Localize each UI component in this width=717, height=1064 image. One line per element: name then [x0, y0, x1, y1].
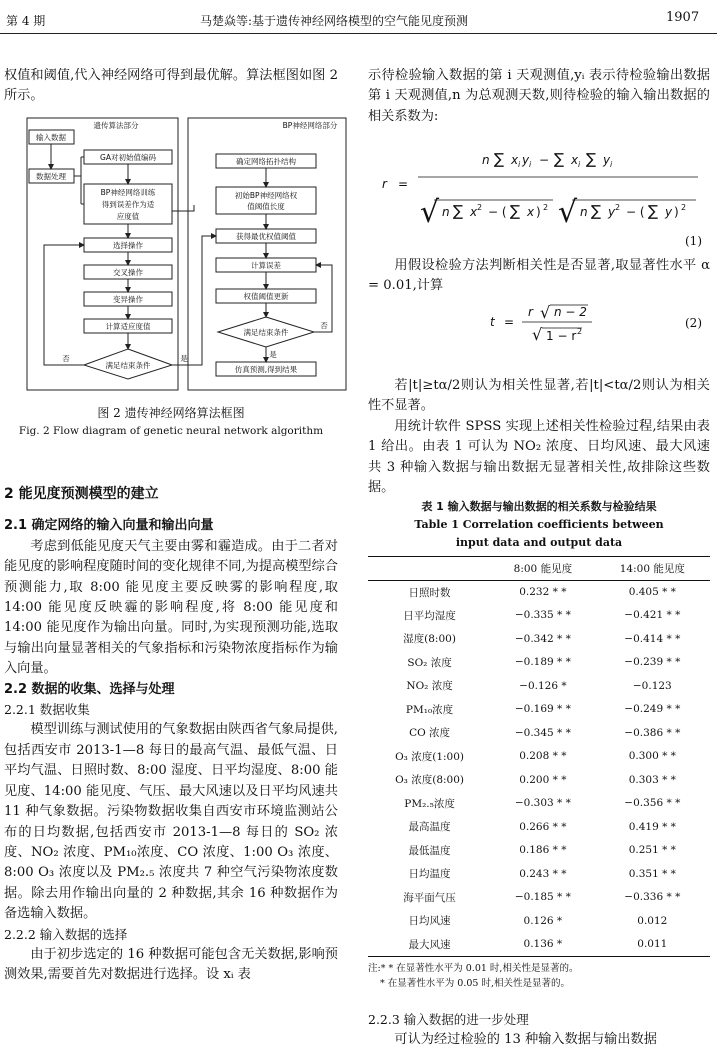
svg-text:x: x: [511, 153, 519, 167]
correlation-intro: 示待检验输入数据的第 i 天观测值,yᵢ 表示待检验输出数据第 i 天观测值,n 为总观测天数,则待检验的输入输出数据的相关系数为:: [368, 68, 710, 124]
svg-text:−: −: [539, 153, 550, 167]
svg-text:): ): [536, 205, 541, 219]
svg-text:=: =: [504, 315, 515, 329]
table-row: [368, 768, 710, 792]
table-row-label: 日均温度: [408, 868, 451, 881]
running-title: 马楚焱等:基于遗传神经网络模型的空气能见度预测: [200, 14, 469, 28]
table-note-2: * 在显著性水平为 0.05 时,相关性是显著的。: [380, 977, 570, 989]
table-cell: −0.185 * *: [514, 891, 571, 904]
end-cond-label-left: 满足结束条件: [105, 361, 151, 370]
svg-text:∑: ∑: [510, 202, 521, 220]
table-row-label: 最大风速: [408, 938, 451, 951]
init-weights-label-1: 初始BP神经网络权: [234, 191, 298, 200]
svg-text:n: n: [442, 205, 450, 219]
section-2-2-3-heading: 2.2.3 输入数据的进一步处理: [368, 1012, 529, 1027]
table-cell: −0.342 * *: [514, 632, 571, 645]
table-cell: −0.386 * *: [624, 726, 681, 739]
table-cell: −0.414 * *: [624, 632, 681, 645]
no-label-right: 否: [320, 321, 328, 330]
mutate-label: 变异操作: [113, 295, 143, 304]
right-bottom-text: [368, 1010, 710, 1051]
svg-text:n: n: [482, 153, 490, 167]
table-header-col1: 8:00 能见度: [513, 562, 573, 575]
table-cell: −0.123: [632, 679, 672, 692]
svg-text:y: y: [665, 205, 673, 219]
svg-text:y: y: [522, 153, 530, 167]
table-row-label: NO₂ 浓度: [406, 680, 453, 693]
right-top-text: [368, 66, 710, 127]
table-title-en-2: input data and output data: [455, 536, 623, 549]
table-row-label: O₃ 浓度(8:00): [395, 774, 465, 787]
section-2-2-1-text: 模型训练与测试使用的气象数据由陕西省气象局提供,包括西安市 2013-1—8 每日的最高气温、最低气温、日平均气温、日照时数、8:00 湿度、日平均湿度、8:00 能见度、14:00 能见度、气压、最大风速以及日平均风速共 11 种气象数据。污染物数据收集自西安市环境监测站公布的日均数据,包括西安市 2013-1—8 每日的 SO₂ 浓度、NO₂ 浓度、PM₁₀浓度、CO 浓度、1:00 O₃ 浓度、8:00 O₃ 浓度以及 PM₂.₅ 浓度共 7 种空气污染物浓度数据。除去用作输出向量的 2 种数据,其余 16 种数据作为备选输入数据。: [4, 722, 338, 922]
svg-text:i: i: [578, 160, 581, 169]
svg-text:√: √: [532, 325, 543, 344]
svg-text:− (: − (: [626, 205, 645, 219]
ga-init-label: GA对初始值编码: [100, 153, 156, 162]
table-cell: 0.243 * *: [519, 867, 567, 880]
table-cell: −0.336 * *: [624, 891, 681, 904]
equation-2: [368, 300, 710, 348]
input-data-label: 输入数据: [36, 133, 66, 142]
svg-text:∑: ∑: [554, 150, 565, 168]
svg-text:√: √: [540, 303, 551, 322]
svg-text:2: 2: [615, 203, 621, 212]
bp-train-label-3: 应度值: [116, 212, 140, 221]
table-row-label: SO₂ 浓度: [407, 656, 452, 669]
right-cond-text: [368, 376, 710, 498]
section-2-heading: 2 能见度预测模型的建立: [4, 486, 159, 502]
best-weights-label: 获得最优权值阈值: [236, 232, 296, 241]
svg-text:x: x: [571, 153, 579, 167]
table-row-label: PM₁₀浓度: [405, 703, 454, 716]
table-cell: −0.356 * *: [624, 797, 681, 810]
figure-caption: [4, 404, 338, 440]
table-cell: 0.300 * *: [628, 750, 676, 763]
bp-title: BP神经网络部分: [282, 121, 338, 130]
table-cell: 0.266 * *: [519, 820, 567, 833]
table-row: [368, 862, 710, 886]
fig-caption-cn: 图 2 遗传神经网络算法框图: [97, 406, 245, 420]
fitness-label: 计算适应度值: [105, 322, 151, 331]
hypothesis-text: 用假设检验方法判断相关性是否显著,取显著性水平 α = 0.01,计算: [368, 258, 710, 294]
sim-label: 仿真预测,得到结果: [234, 365, 298, 374]
table-row-label: 最高温度: [408, 821, 451, 834]
page-number: 1907: [666, 10, 700, 25]
table-header-blank: [368, 557, 491, 581]
calc-error-label: 计算误差: [251, 261, 281, 270]
left-body: [4, 484, 338, 986]
table-row: [368, 909, 710, 933]
svg-text:∑: ∑: [453, 202, 464, 220]
svg-text:r: r: [382, 177, 387, 191]
table-row: [368, 745, 710, 769]
cross-label: 交叉操作: [113, 268, 143, 277]
svg-text:√: √: [420, 195, 440, 230]
svg-text:∑: ∑: [586, 150, 597, 168]
table-row-label: 海平面气压: [403, 891, 456, 904]
table-cell: 0.419 * *: [628, 820, 676, 833]
equation-2-formula: [368, 300, 628, 348]
table-row: [368, 839, 710, 863]
section-2-1-text: 考虑到低能见度天气主要由雾和霾造成。由于二者对能见度的影响程度随时间的变化规律不同,为提高模型综合预测能力,取 8:00 能见度主要反映雾的影响程度,取 14:00 能见度反映霾的影响程度,将 8:00 能见度和 14:00 能见度作为输出向量。同时,为实现预测功能,选取与输出向量显著相关的气象指标和污染物浓度指标作为输入向量。: [4, 538, 338, 677]
table-header-col2: 14:00 能见度: [619, 562, 685, 575]
table-row: [368, 886, 710, 910]
table-cell: −0.126 *: [519, 679, 567, 692]
select-label: 选择操作: [113, 241, 143, 250]
table-cell: −0.303 * *: [514, 797, 571, 810]
svg-text:i: i: [610, 160, 613, 169]
svg-text:1 − r: 1 − r: [546, 329, 577, 343]
svg-text:r: r: [528, 305, 533, 319]
table-row: [368, 674, 710, 698]
table-row: [368, 933, 710, 957]
issue-number: 第 4 期: [6, 14, 46, 28]
table-cell: 0.186 * *: [519, 844, 567, 857]
table-cell: −0.249 * *: [624, 703, 681, 716]
table-cell: 0.251 * *: [628, 844, 676, 857]
svg-text:=: =: [398, 177, 409, 191]
table-row-label: PM₂.₅浓度: [404, 797, 455, 810]
table-cell: 0.303 * *: [628, 773, 676, 786]
table-row-label: 日均风速: [408, 915, 451, 928]
ga-title: 遗传算法部分: [93, 121, 139, 130]
table-note-1: 注:* * 在显著性水平为 0.01 时,相关性是显著的。: [368, 962, 579, 974]
svg-text:∑: ∑: [494, 150, 505, 168]
svg-text:x: x: [527, 205, 535, 219]
yes-label-right: 是: [269, 350, 277, 359]
fig-caption-en: Fig. 2 Flow diagram of genetic neural network algorithm: [18, 425, 324, 437]
table-row: [368, 627, 710, 651]
table-1-block: [368, 498, 710, 991]
page-header: [0, 0, 717, 34]
table-row: [368, 580, 710, 604]
end-cond-label-right: 满足结束条件: [243, 328, 289, 337]
svg-text:y: y: [608, 205, 616, 219]
table-row: [368, 815, 710, 839]
data-process-label: 数据处理: [36, 172, 66, 181]
table-cell: −0.239 * *: [624, 656, 681, 669]
intro-paragraph: 权值和阈值,代入神经网络可得到最优解。算法框图如图 2 所示。: [4, 68, 338, 104]
table-cell: 0.011: [637, 938, 668, 950]
correlation-table: [368, 556, 710, 957]
table-cell: 0.126 *: [523, 914, 563, 927]
table-row-label: 日照时数: [408, 586, 451, 599]
bp-train-label-2: 得到误差作为适: [101, 200, 155, 209]
table-title-cn: 表 1 输入数据与输出数据的相关系数与检验结果: [421, 500, 657, 513]
section-2-1-heading: 2.1 确定网络的输入向量和输出向量: [4, 518, 214, 534]
table-row-label: 湿度(8:00): [403, 633, 456, 646]
table-cell: 0.200 * *: [519, 773, 567, 786]
yes-label-left: 是: [180, 354, 188, 363]
svg-text:2: 2: [681, 203, 687, 212]
table-row-label: CO 浓度: [409, 727, 451, 740]
table-row: [368, 721, 710, 745]
svg-text:t: t: [490, 315, 495, 329]
table-cell: 0.136 *: [523, 938, 563, 950]
init-weights-label-2: 值阈值长度: [247, 202, 285, 211]
table-cell: 0.351 * *: [628, 867, 676, 880]
section-2-2-3-text: 可认为经过检验的 13 种输入数据与输出数据: [394, 1032, 657, 1048]
table-row-label: 最低温度: [408, 844, 451, 857]
table-title-en-1: Table 1 Correlation coefficients between: [414, 518, 664, 531]
section-2-2-1-heading: 2.2.1 数据收集: [4, 702, 90, 718]
svg-text:2: 2: [577, 327, 583, 336]
table-row: [368, 698, 710, 722]
svg-text:): ): [674, 205, 679, 219]
table-row-label: O₃ 浓度(1:00): [395, 750, 465, 763]
svg-text:y: y: [603, 153, 611, 167]
table-cell: 0.405 * *: [628, 586, 676, 598]
svg-text:∑: ∑: [648, 202, 659, 220]
table-row: [368, 604, 710, 628]
table-cell: −0.335 * *: [514, 609, 571, 622]
significance-rule: 若|t|≥tα/2则认为相关性显著,若|t|<tα/2则认为相关性不显著。: [368, 378, 710, 414]
section-2-2-2-heading: 2.2.2 输入数据的选择: [4, 926, 128, 942]
equation-2-number: (2): [685, 316, 702, 330]
equation-1-number: (1): [685, 234, 702, 248]
table-cell: −0.345 * *: [514, 726, 571, 739]
svg-text:x: x: [470, 205, 478, 219]
svg-text:− (: − (: [488, 205, 507, 219]
svg-text:n: n: [580, 205, 588, 219]
equation-1-formula: [368, 134, 710, 252]
topology-label: 确定网络拓扑结构: [236, 157, 296, 166]
svg-text:2: 2: [477, 203, 483, 212]
update-weights-label: 权值阈值更新: [243, 292, 289, 301]
table-cell: 0.232 * *: [519, 586, 567, 598]
flowchart-figure: [26, 117, 348, 395]
right-mid-text: [368, 256, 710, 297]
svg-text:i: i: [529, 160, 532, 169]
no-label-left: 否: [62, 354, 70, 363]
table-cell: −0.169 * *: [514, 703, 571, 716]
equation-1: [368, 134, 710, 252]
bp-train-label-1: BP神经网络训练: [100, 188, 156, 197]
section-2-2-2-text: 由于初步选定的 16 种数据可能包含无关数据,影响预测效果,需要首先对数据进行选择。设 xᵢ 表: [4, 946, 338, 983]
svg-text:i: i: [518, 160, 521, 169]
svg-text:2: 2: [543, 203, 549, 212]
svg-text:n − 2: n − 2: [554, 305, 587, 319]
table-cell: 0.208 * *: [519, 750, 567, 763]
table-row: [368, 651, 710, 675]
table-row-label: 日平均湿度: [403, 609, 456, 622]
svg-text:∑: ∑: [591, 202, 602, 220]
table-row: [368, 792, 710, 816]
table-header-row: [368, 557, 710, 581]
table-cell: −0.421 * *: [624, 609, 681, 622]
table-cell: −0.189 * *: [514, 656, 571, 669]
table-cell: 0.012: [637, 914, 668, 927]
spss-text: 用统计软件 SPSS 实现上述相关性检验过程,结果由表 1 给出。由表 1 可认为 NO₂ 浓度、日均风速、最大风速共 3 种输入数据与输出数据无显著相关性,故排除这些数据。: [368, 418, 710, 496]
section-2-2-heading: 2.2 数据的收集、选择与处理: [4, 681, 175, 697]
svg-text:√: √: [558, 195, 578, 230]
left-column: [4, 66, 338, 107]
